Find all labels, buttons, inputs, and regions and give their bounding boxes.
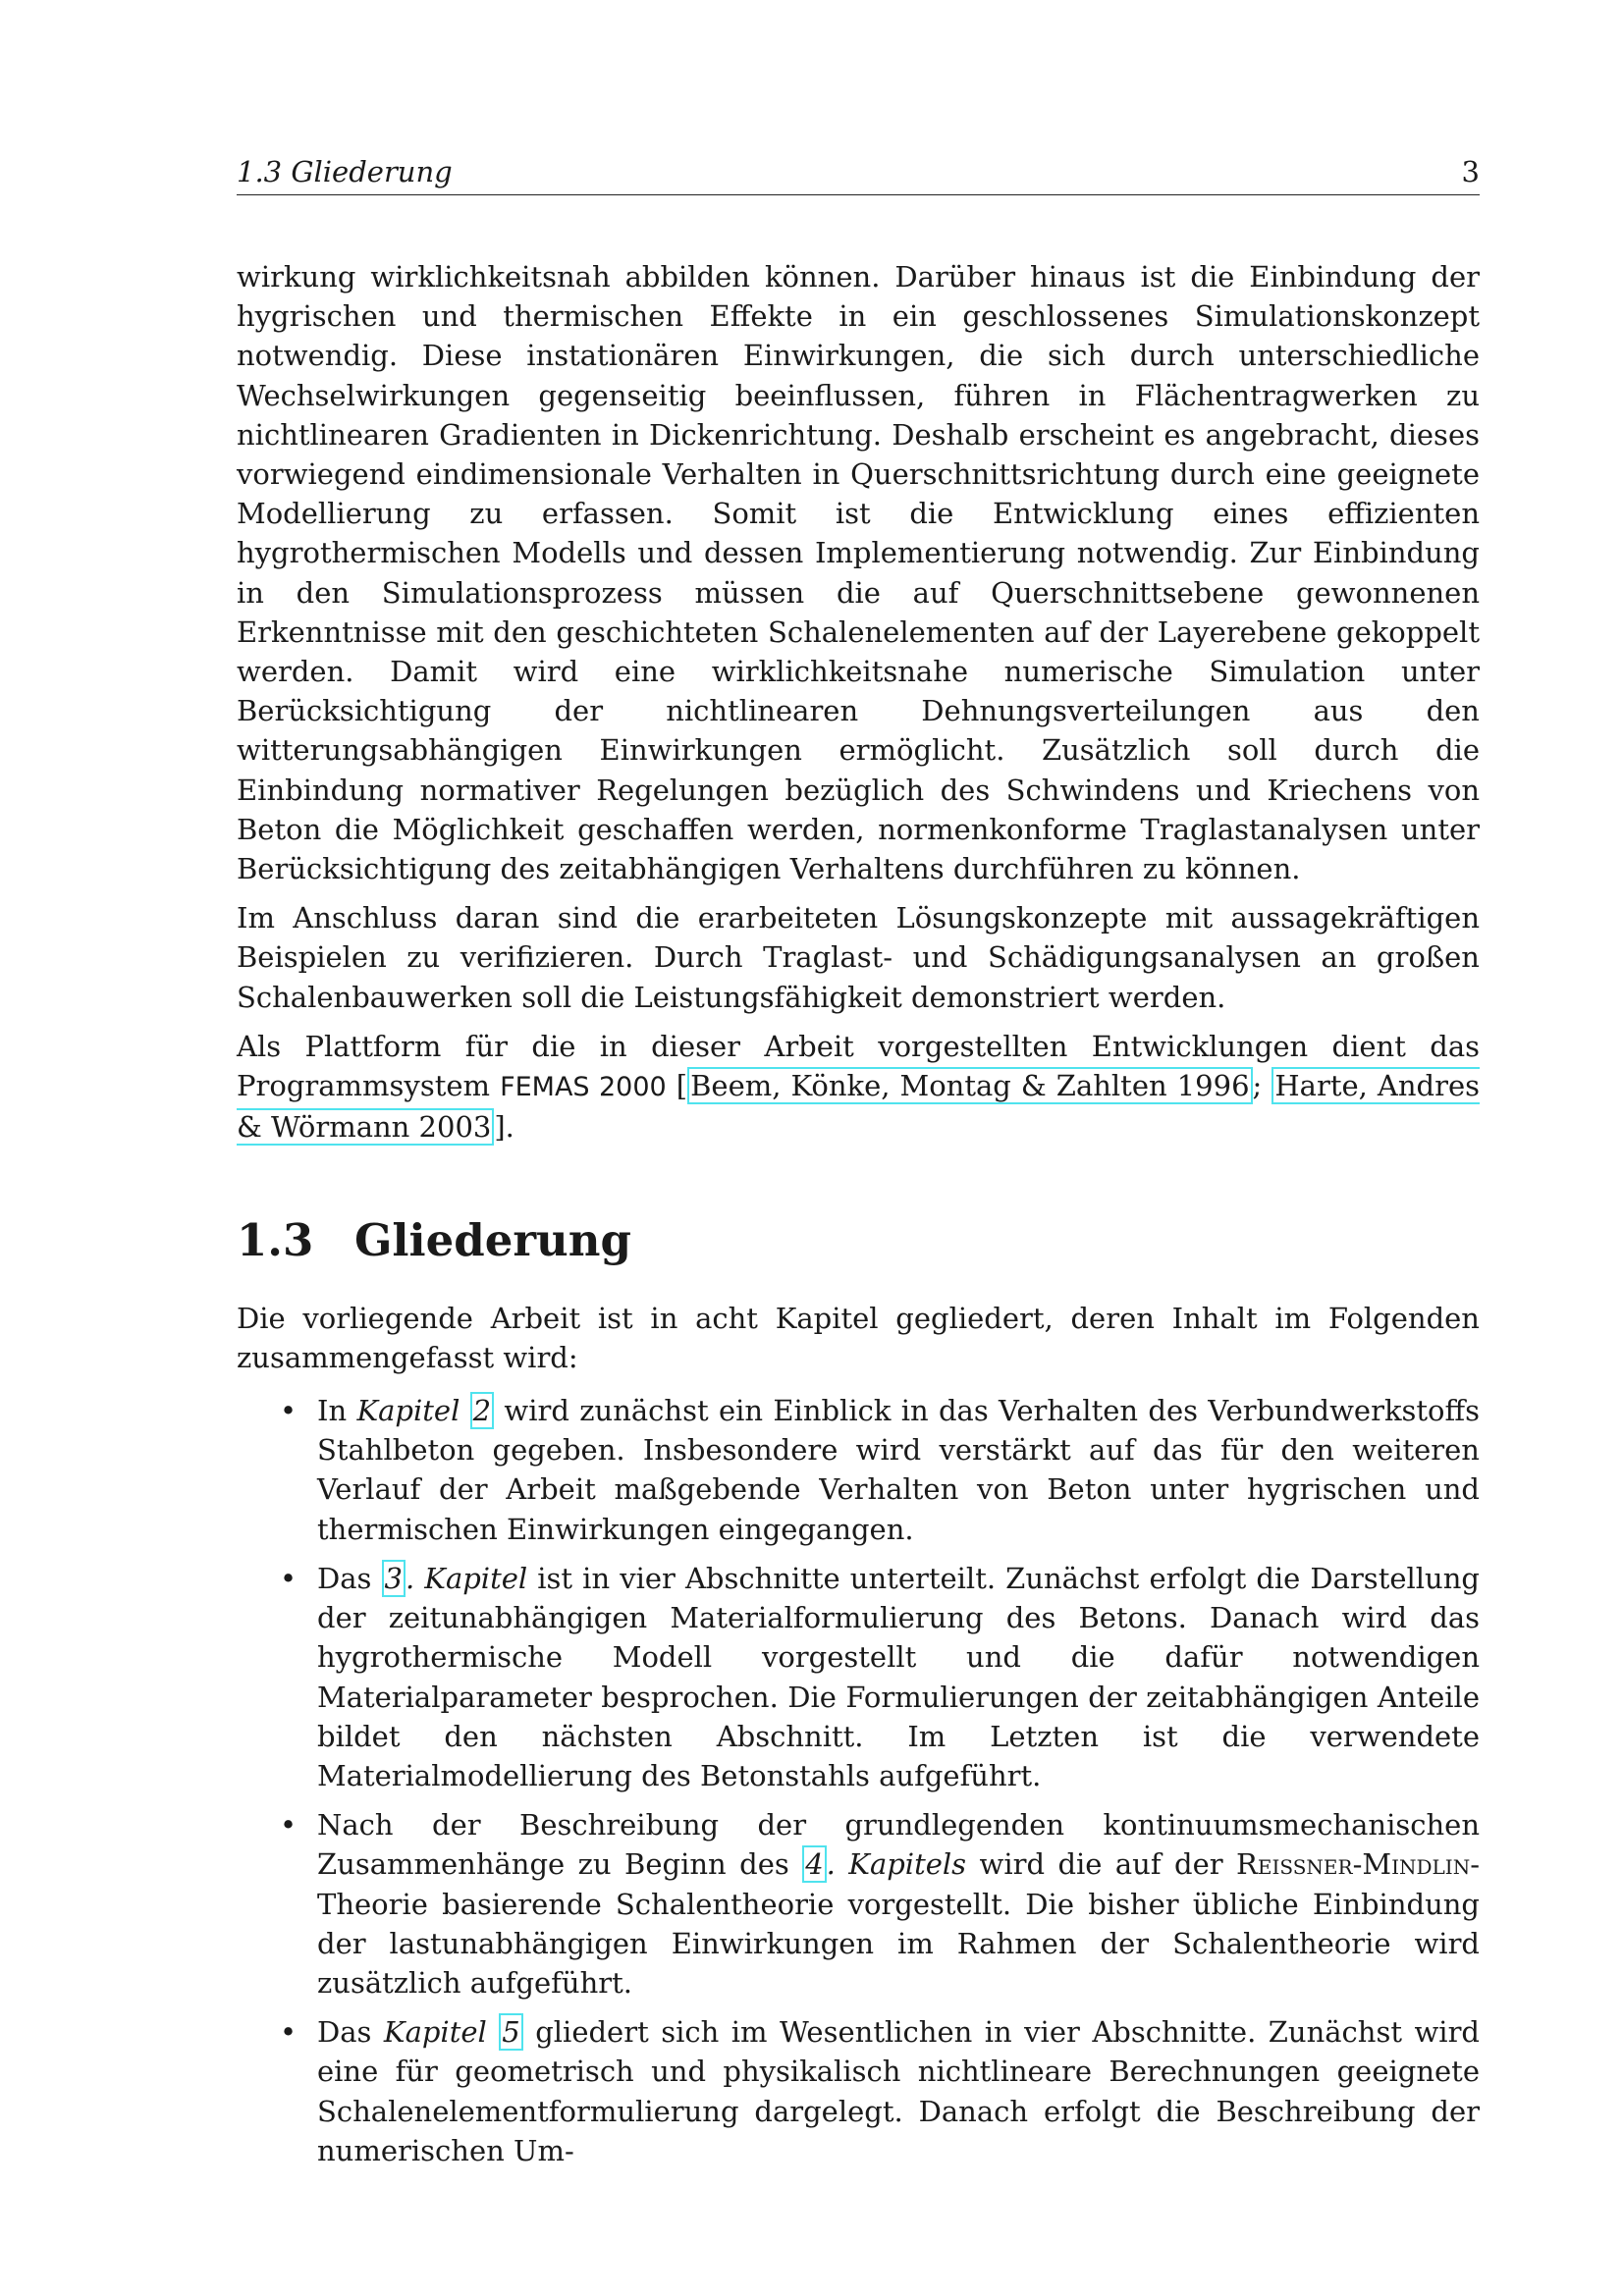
running-title: 1.3 Gliederung: [237, 155, 453, 188]
bullet-icon: •: [280, 1561, 298, 1595]
running-header: [237, 147, 1480, 195]
text-segment: In: [317, 1394, 357, 1428]
theory-name: Reissner-Mindlin: [1236, 1847, 1471, 1882]
bullet-icon: •: [280, 1808, 298, 1842]
text-segment: -Theorie basierende Schalentheorie vorgestellt. Die bisher übliche Einbindung der lastunabhängigen Einwirkungen im Rahmen der Schalentheorie wird zusätzlich aufgeführt.: [317, 1847, 1481, 2000]
section-title: Gliederung: [354, 1214, 631, 1267]
software-name: FEMAS 2000: [500, 1072, 667, 1103]
page-number: 3: [1461, 155, 1480, 188]
chapter-link-2[interactable]: 2: [470, 1392, 494, 1429]
text-segment: [: [666, 1069, 688, 1103]
bullet-icon: •: [280, 2015, 298, 2050]
text-segment: Das: [317, 1561, 382, 1595]
text-segment: Das: [317, 2015, 384, 2050]
chapter-link-4[interactable]: 4: [802, 1845, 826, 1883]
list-item-chapter-4: [237, 1805, 1480, 2002]
text-segment: Als Plattform für die in dieser Arbeit vorgestellten Entwicklungen dient das Programmsystem: [237, 1029, 1480, 1103]
paragraph-intro-1: wirkung wirklichkeitsnah abbilden können. Darüber hinaus ist die Einbindung der hygrischen und thermischen Effekte in ein geschlossenes Simulationskonzept notwendig. Diese instationären Einwirkungen, die sich durch unterschiedliche Wechselwirkungen gegenseitig beeinflussen, führen in Flächentragwerken zu nichtlinearen Gradienten in Dickenrichtung. Deshalb erscheint es angebracht, dieses vorwiegend eindimensionale Verhalten in Querschnittsrichtung durch eine geeignete Modellierung zu erfassen. Somit ist die Entwicklung eines effizienten hygrothermischen Modells und dessen Implementierung notwendig. Zur Einbindung in den Simulationsprozess müssen die auf Querschnittsebene gewonnenen Erkenntnisse mit den geschichteten Schalenelementen auf der Layerebene gekoppelt werden. Damit wird eine wirklichkeitsnahe numerische Simulation unter Berücksichtigung der nichtlinearen Dehnungsverteilungen aus den witterungsabhängigen Einwirkungen ermöglicht. Zusätzlich soll durch die Einbindung normativer Regelungen bezüglich des Schwindens und Kriechens von Beton die Möglichkeit geschaffen werden, normenkonforme Traglastanalysen unter Berücksichtigung des zeitabhängigen Verhaltens durchführen zu können.: [237, 260, 1480, 886]
text-segment: wird die auf der: [966, 1847, 1237, 1882]
chapter-link-3[interactable]: 3: [382, 1560, 406, 1597]
text-segment: gliedert sich im Wesentlichen in vier Abschnitte. Zunächst wird eine für geometrisch und physikalisch nichtlineare Berechnungen geeignete Schalenelementformulierung dargelegt. Danach erfolgt die Beschreibung der numerischen Um-: [317, 2015, 1481, 2167]
chapter-word: Kapitel: [356, 1394, 460, 1428]
section-lead-paragraph: Die vorliegende Arbeit ist in acht Kapitel gegliedert, deren Inhalt im Folgenden zusammengefasst wird:: [237, 1301, 1480, 1374]
citation-link-beem-1996[interactable]: Beem, Könke, Montag & Zahlten 1996: [687, 1067, 1252, 1104]
section-heading: [237, 1214, 1480, 1267]
section-number: 1.3: [237, 1214, 314, 1267]
list-item-chapter-2: [237, 1391, 1480, 1549]
chapter-link-5[interactable]: 5: [499, 2013, 522, 2051]
chapter-word: . Kapitel: [405, 1561, 528, 1595]
text-segment: Nach der Beschreibung der grundlegenden kontinuumsmechanischen Zusammenhänge zu Beginn des: [317, 1808, 1480, 1882]
paragraph-intro-3: [237, 1027, 1480, 1148]
text-segment: ist in vier Abschnitte unterteilt. Zunächst erfolgt die Darstellung der zeitunabhängigen Materialformulierung des Betons. Danach wird das hygrothermische Modell vorgestellt und die dafür notwendigen Materialparameter besprochen. Die Formulierungen der zeitabhängigen Anteile bildet den nächsten Abschnitt. Im Letzten ist die verwendete Materialmodellierung des Betonstahls aufgeführt.: [317, 1561, 1480, 1792]
text-segment: ;: [1252, 1069, 1272, 1103]
chapter-word: . Kapitels: [826, 1847, 967, 1882]
citation-link-harte-2003[interactable]: Harte, Andres & Wörmann 2003: [237, 1069, 1480, 1145]
body-text: [237, 257, 1480, 2180]
chapter-word: Kapitel: [383, 2015, 487, 2050]
list-item-chapter-5: [237, 2012, 1480, 2170]
text-segment: wird zunächst ein Einblick in das Verhalten des Verbundwerkstoffs Stahlbeton gegeben. Insbesondere wird verstärkt auf das für den weiteren Verlauf der Arbeit maßgebende Verhalten von Beton unter hygrischen und thermischen Einwirkungen eingegangen.: [317, 1394, 1480, 1546]
bullet-icon: •: [280, 1394, 298, 1428]
text-segment: ].: [494, 1110, 514, 1145]
chapter-list: [237, 1391, 1480, 2170]
paragraph-intro-2: Im Anschluss daran sind die erarbeiteten Lösungskonzepte mit aussagekräftigen Beispielen zu verifizieren. Durch Traglast- und Schädigungsanalysen an großen Schalenbauwerken soll die Leistungsfähigkeit demonstriert werden.: [237, 901, 1480, 1014]
list-item-chapter-3: [237, 1559, 1480, 1795]
